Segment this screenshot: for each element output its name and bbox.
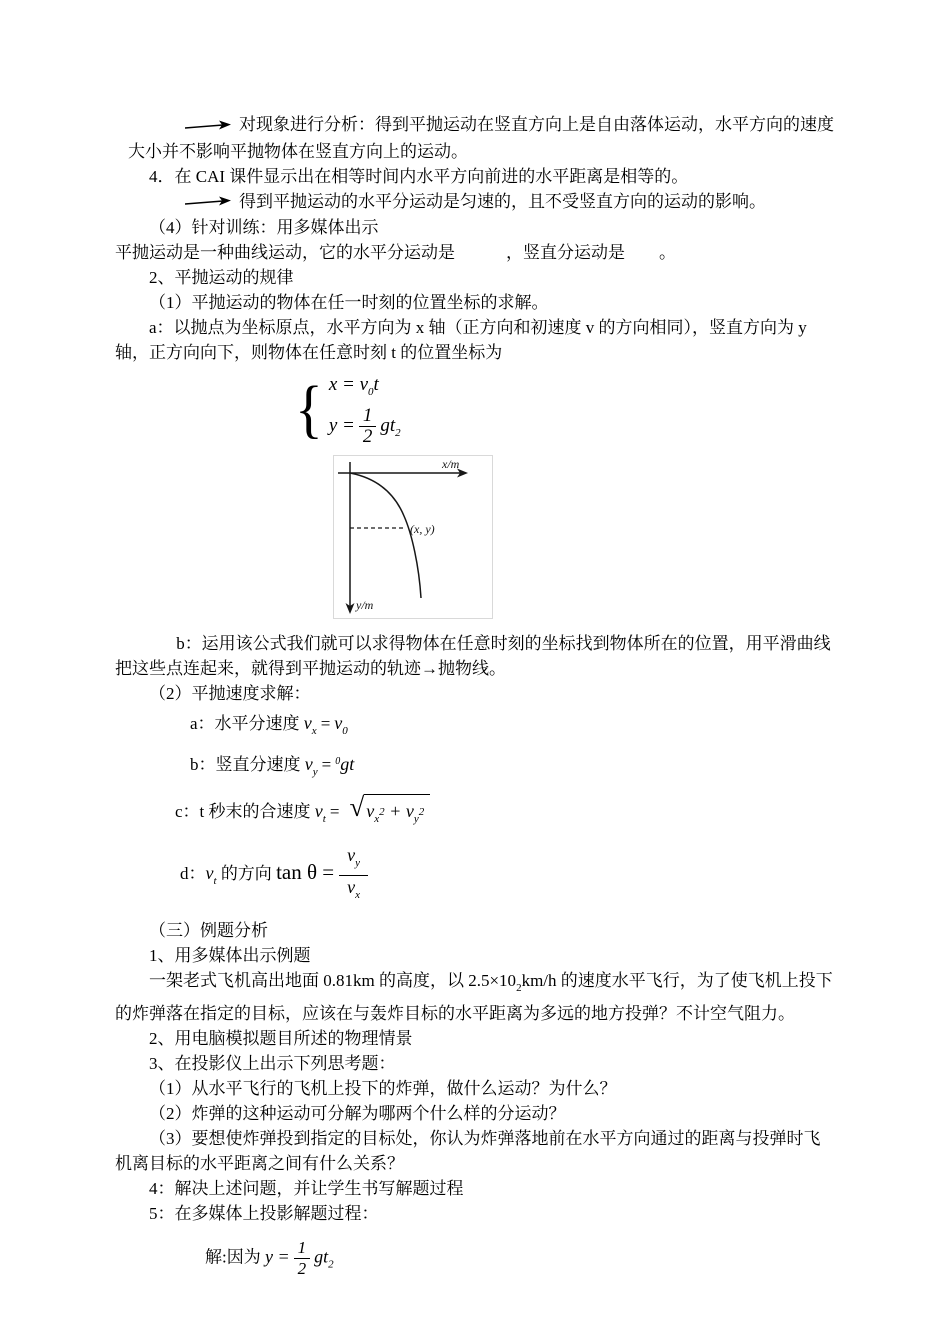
math-subscript: t xyxy=(213,875,217,888)
math-exponent: 2 xyxy=(379,806,385,819)
math-term: v xyxy=(347,877,356,898)
math-term: gt xyxy=(340,754,355,775)
math-term: gt xyxy=(314,1246,329,1267)
formula-label: a：水平分速度 xyxy=(190,714,300,734)
numerator: 1 xyxy=(294,1238,311,1259)
paragraph-training: （4）针对训练：用多媒体出示 xyxy=(149,218,379,238)
paragraph-question-2: （2）炸弹的这种运动可分解为哪两个什么样的分运动？ xyxy=(149,1104,566,1124)
paragraph-text: km/h 的速度水平飞行，为了使飞机上投下的炸弹落在指定的目标，应该在与轰炸目标的水平距离为多远的地方投弹？不计空气阻力。 xyxy=(115,971,833,1024)
math-exponent: 2 xyxy=(516,982,522,995)
equals-sign: = xyxy=(329,802,340,822)
radical-sign: √ xyxy=(349,792,365,823)
math-term: v xyxy=(405,801,414,822)
fraction xyxy=(294,1238,311,1279)
math-exponent: 2 xyxy=(418,806,425,819)
formula-label: b：竖直分速度 xyxy=(190,755,301,775)
radicand xyxy=(364,794,430,832)
vertical-velocity-formula xyxy=(190,749,835,785)
math-term: t xyxy=(373,374,379,396)
denominator: 2 xyxy=(362,426,373,448)
right-arrow-icon xyxy=(185,190,231,215)
math-term: v xyxy=(304,754,313,775)
paragraph-text: 一架老式飞机高出地面 0.81km 的高度，以 2.5×10 xyxy=(149,971,517,991)
fraction xyxy=(359,406,377,447)
math-term: y = xyxy=(264,1246,290,1267)
formula-y-line xyxy=(329,406,401,447)
numerator: 1 xyxy=(359,406,377,427)
math-term: v xyxy=(366,801,375,822)
plus-sign: + xyxy=(389,801,402,822)
horizontal-velocity-formula xyxy=(190,711,835,744)
paragraph-item-4: 4．在 CAI 课件显示出在相等时间内水平方向前进的水平距离是相等的。 xyxy=(149,166,689,186)
equals-sign: = xyxy=(320,714,331,734)
formula-x-line xyxy=(329,371,401,406)
heading-rule: 2、平抛运动的规律 xyxy=(149,268,294,288)
paragraph-rule-1: （1）平抛运动的物体在任一时刻的位置坐标的求解。 xyxy=(149,293,549,313)
math-subscript: x xyxy=(374,813,380,826)
math-subscript: y xyxy=(312,766,318,779)
paragraph-analysis xyxy=(115,112,835,164)
denominator xyxy=(339,876,368,906)
position-coordinates-formula xyxy=(295,371,835,447)
math-subscript: y xyxy=(355,857,361,870)
math-exponent: 2 xyxy=(328,1258,334,1271)
paragraph-fill-blank: 平抛运动是一种曲线运动，它的水平分运动是 ，竖直分运动是 。 xyxy=(115,243,676,263)
math-subscript: y xyxy=(413,813,419,826)
paragraph-example-3: 3、在投影仪上出示下列思考题： xyxy=(149,1054,396,1074)
velocity-direction-formula xyxy=(180,844,835,906)
solution-line xyxy=(205,1238,835,1279)
formula-label: c：t 秒末的合速度 xyxy=(175,802,311,822)
y-axis-label: y/m xyxy=(356,598,374,613)
formula-label: d： xyxy=(180,864,206,884)
math-term: x = v xyxy=(328,374,369,396)
equals-sign: = xyxy=(321,755,332,775)
heading-examples: （三）例题分析 xyxy=(149,921,268,941)
paragraph-text: 对现象进行分析：得到平抛运动在竖直方向上是自由落体运动，水平方向的速度大小并不影响平抛物体在竖直方向上的运动。 xyxy=(128,115,834,161)
math-term: v xyxy=(205,863,214,884)
paragraph-example-text xyxy=(115,968,835,1026)
right-arrow-icon xyxy=(185,114,231,139)
point-label: (x, y) xyxy=(410,522,435,537)
tan-theta-equals: tan θ = xyxy=(276,860,335,885)
math-subscript: x xyxy=(311,725,317,738)
x-axis-label: x/m xyxy=(442,458,460,472)
paragraph-conclusion xyxy=(115,189,835,216)
denominator: 2 xyxy=(297,1259,307,1279)
paragraph-question-1: （1）从水平飞行的飞机上投下的炸弹，做什么运动？为什么？ xyxy=(149,1079,617,1099)
paragraph-rule-1b: b：运用该公式我们就可以求得物体在任意时刻的坐标找到物体所在的位置，用平滑曲线把这些点连起来，就得到平抛运动的轨迹→抛物线。 xyxy=(115,634,831,679)
formula-label: 的方向 xyxy=(220,864,272,884)
math-exponent: 2 xyxy=(395,427,401,440)
math-term: y = xyxy=(328,415,355,437)
math-subscript: 0 xyxy=(342,725,348,738)
fraction xyxy=(339,844,368,906)
paragraph-question-3: （3）要想使炸弹投到指定的目标处，你认为炸弹落地前在水平方向通过的距离与投弹时飞机离目标的水平距离之间有什么关系？ xyxy=(115,1129,821,1174)
math-subscript: x xyxy=(355,889,361,902)
numerator xyxy=(339,844,368,876)
paragraph-step-5: 5：在多媒体上投影解题过程： xyxy=(149,1204,379,1224)
math-term: gt xyxy=(380,415,396,437)
formula-stack xyxy=(329,371,401,447)
math-term: v xyxy=(334,713,343,734)
math-superscript: 0 xyxy=(335,756,341,768)
resultant-velocity-formula xyxy=(175,794,835,832)
math-subscript: 0 xyxy=(368,386,374,399)
paragraph-example-1: 1、用多媒体出示例题 xyxy=(149,946,311,966)
math-term: v xyxy=(347,845,356,866)
trajectory-figure xyxy=(333,455,493,619)
math-term: v xyxy=(314,801,323,822)
square-root xyxy=(349,794,430,832)
paragraph-step-4: 4：解决上述问题，并让学生书写解题过程 xyxy=(149,1179,464,1199)
paragraph-rule-2: （2）平抛速度求解： xyxy=(149,684,311,704)
math-term: v xyxy=(303,713,312,734)
paragraph-rule-1a: a：以抛点为坐标原点，水平方向为 x 轴（正方向和初速度 v 的方向相同），竖直方向为 y 轴，正方向向下，则物体在任意时刻 t 的位置坐标为 xyxy=(115,318,807,363)
math-subscript: t xyxy=(322,813,326,826)
paragraph-example-2: 2、用电脑模拟题目所述的物理情景 xyxy=(149,1029,413,1049)
solution-label: 解:因为 xyxy=(205,1247,261,1267)
left-brace: { xyxy=(295,372,323,446)
paragraph-text: 得到平抛运动的水平分运动是匀速的，且不受竖直方向的运动的影响。 xyxy=(239,191,766,211)
